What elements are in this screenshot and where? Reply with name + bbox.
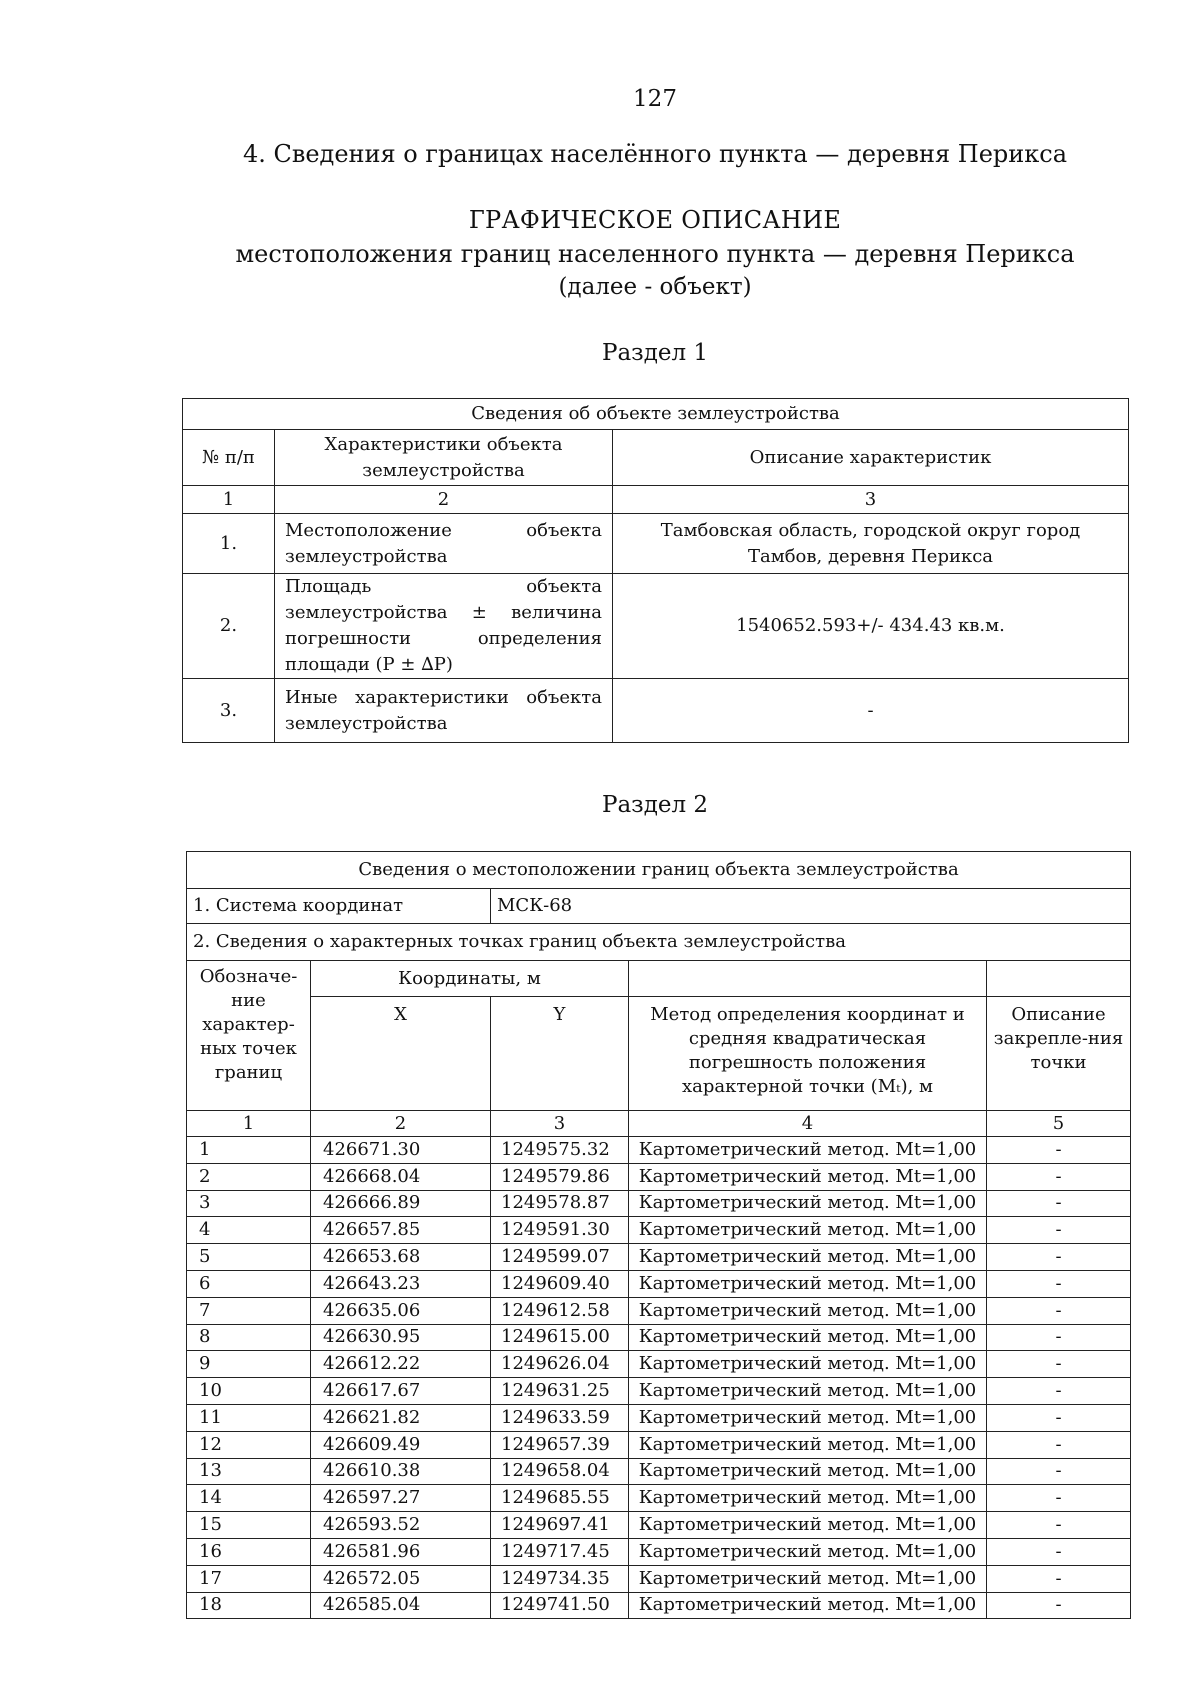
fixing-cell: - (987, 1351, 1131, 1378)
table-caption: Сведения о местоположении границ объекта землеустройства (187, 852, 1131, 889)
coordinate-x: 426609.49 (311, 1431, 491, 1458)
table-row (183, 574, 1129, 679)
coordinate-x: 426621.82 (311, 1404, 491, 1431)
characteristic-line (285, 600, 602, 626)
method-cell: Картометрический метод. Mt=1,00 (629, 1297, 987, 1324)
point-number: 10 (187, 1378, 311, 1405)
characteristic-line (285, 685, 602, 711)
fixing-cell: - (987, 1592, 1131, 1619)
point-number: 3 (187, 1190, 311, 1217)
coordinate-y: 1249717.45 (491, 1538, 629, 1565)
row-number: 2. (183, 574, 275, 679)
fixing-cell: - (987, 1163, 1131, 1190)
coordinate-x: 426671.30 (311, 1137, 491, 1164)
document-subtitle-line1: местоположения границ населенного пункта — деревня Перикса (235, 240, 1075, 268)
method-cell: Картометрический метод. Mt=1,00 (629, 1565, 987, 1592)
coordinate-y: 1249599.07 (491, 1244, 629, 1271)
characteristic-word: ± (471, 602, 487, 623)
characteristic-word: объекта (526, 576, 602, 597)
method-cell: Картометрический метод. Mt=1,00 (629, 1512, 987, 1539)
method-cell: Картометрический метод. Mt=1,00 (629, 1244, 987, 1271)
table-caption: Сведения об объекте землеустройства (183, 399, 1129, 430)
row-number: 3. (183, 679, 275, 743)
fixing-cell: - (987, 1538, 1131, 1565)
coordinate-x: 426630.95 (311, 1324, 491, 1351)
description-line: Тамбовская область, городской округ город (660, 519, 1081, 541)
table-row (187, 1485, 1131, 1512)
point-number: 2 (187, 1163, 311, 1190)
table-row (187, 1538, 1131, 1565)
fixing-cell: - (987, 1324, 1131, 1351)
points-label: 2. Сведения о характерных точках границ объекта землеустройства (187, 924, 1131, 961)
table-row (187, 1404, 1131, 1431)
characteristic-word: Площадь (285, 576, 372, 597)
fixing-cell: - (987, 1190, 1131, 1217)
characteristic-line (285, 626, 602, 652)
fixing-cell: - (987, 1485, 1131, 1512)
fixing-cell: - (987, 1458, 1131, 1485)
method-cell: Картометрический метод. Mt=1,00 (629, 1137, 987, 1164)
coordinate-y: 1249685.55 (491, 1485, 629, 1512)
characteristic-word: землеустройства (285, 545, 448, 567)
document-heading: 4. Сведения о границах населённого пункта — деревня Перикса (242, 140, 1068, 168)
point-number: 1 (187, 1137, 311, 1164)
coordinate-x: 426635.06 (311, 1297, 491, 1324)
point-number: 7 (187, 1297, 311, 1324)
column-number: 2 (275, 486, 613, 514)
point-number: 11 (187, 1404, 311, 1431)
fixing-cell: - (987, 1565, 1131, 1592)
characteristic-word: землеустройства (285, 712, 448, 734)
characteristic-line (285, 518, 602, 544)
column-number: 1 (187, 1111, 311, 1137)
column-number: 2 (311, 1111, 491, 1137)
point-number: 12 (187, 1431, 311, 1458)
coordinate-y: 1249578.87 (491, 1190, 629, 1217)
column-number: 4 (629, 1111, 987, 1137)
coordinate-x: 426610.38 (311, 1458, 491, 1485)
header-designation: Обозначе- ние характер- ных точек границ (187, 961, 311, 1111)
table-row (187, 1297, 1131, 1324)
table-row (187, 1163, 1131, 1190)
fixing-cell: - (987, 1217, 1131, 1244)
coord-system-label: 1. Система координат (187, 889, 491, 924)
characteristic-line (285, 652, 602, 678)
fixing-cell: - (987, 1297, 1131, 1324)
section2-title: Раздел 2 (601, 792, 709, 818)
coordinate-y: 1249734.35 (491, 1565, 629, 1592)
characteristic-word: Местоположение (285, 519, 452, 541)
column-number: 5 (987, 1111, 1131, 1137)
description-line: Тамбов, деревня Перикса (747, 545, 994, 567)
method-cell: Картометрический метод. Mt=1,00 (629, 1404, 987, 1431)
method-cell: Картометрический метод. Mt=1,00 (629, 1351, 987, 1378)
method-cell: Картометрический метод. Mt=1,00 (629, 1592, 987, 1619)
coordinate-x: 426572.05 (311, 1565, 491, 1592)
method-cell: Картометрический метод. Mt=1,00 (629, 1538, 987, 1565)
header-method: Метод определения координат и средняя квадратическая погрешность положения характерной точки (Мₜ), м (629, 997, 987, 1111)
column-number: 1 (183, 486, 275, 514)
fixing-cell: - (987, 1137, 1131, 1164)
fixing-cell: - (987, 1404, 1131, 1431)
method-cell: Картометрический метод. Mt=1,00 (629, 1217, 987, 1244)
table-row (187, 1137, 1131, 1164)
coordinate-y: 1249658.04 (491, 1458, 629, 1485)
coordinate-x: 426585.04 (311, 1592, 491, 1619)
method-cell: Картометрический метод. Mt=1,00 (629, 1378, 987, 1405)
characteristic-word: определения (477, 628, 602, 649)
point-number: 16 (187, 1538, 311, 1565)
column-number: 3 (613, 486, 1129, 514)
header-coordinates: Координаты, м (311, 961, 629, 997)
coordinate-x: 426597.27 (311, 1485, 491, 1512)
coordinate-y: 1249626.04 (491, 1351, 629, 1378)
header-fixing: Описание закрепле-ния точки (987, 997, 1131, 1111)
table-row (187, 1270, 1131, 1297)
table-row (187, 1351, 1131, 1378)
point-number: 6 (187, 1270, 311, 1297)
boundary-points-table (186, 851, 1131, 1619)
section1-title: Раздел 1 (601, 340, 709, 366)
coordinate-x: 426612.22 (311, 1351, 491, 1378)
characteristic-word: объекта (526, 686, 602, 708)
object-info-table (182, 398, 1129, 743)
coordinate-x: 426657.85 (311, 1217, 491, 1244)
coordinate-x: 426653.68 (311, 1244, 491, 1271)
coordinate-x: 426666.89 (311, 1190, 491, 1217)
coordinate-x: 426593.52 (311, 1512, 491, 1539)
coordinate-x: 426617.67 (311, 1378, 491, 1405)
coordinate-y: 1249575.32 (491, 1137, 629, 1164)
characteristic-line (285, 711, 602, 737)
characteristic-cell (275, 679, 613, 743)
document-subtitle-line2: (далее - объект) (558, 274, 752, 300)
coordinate-y: 1249609.40 (491, 1270, 629, 1297)
description-cell (613, 679, 1129, 743)
table-row (187, 1378, 1131, 1405)
coordinate-y: 1249697.41 (491, 1512, 629, 1539)
fixing-cell: - (987, 1244, 1131, 1271)
coord-system-value: МСК-68 (491, 889, 1131, 924)
table-row (187, 1324, 1131, 1351)
characteristic-word: площади (Р ± ∆Р) (285, 654, 453, 675)
method-cell: Картометрический метод. Mt=1,00 (629, 1270, 987, 1297)
table-row (187, 1431, 1131, 1458)
header-y: Y (491, 997, 629, 1111)
table-row (187, 1458, 1131, 1485)
coordinate-y: 1249615.00 (491, 1324, 629, 1351)
point-number: 8 (187, 1324, 311, 1351)
coordinate-y: 1249657.39 (491, 1431, 629, 1458)
document-title: ГРАФИЧЕСКОЕ ОПИСАНИЕ (468, 206, 842, 234)
method-cell: Картометрический метод. Mt=1,00 (629, 1324, 987, 1351)
method-cell: Картометрический метод. Mt=1,00 (629, 1163, 987, 1190)
method-cell: Картометрический метод. Mt=1,00 (629, 1431, 987, 1458)
point-number: 5 (187, 1244, 311, 1271)
characteristic-word: величина (511, 602, 602, 623)
table-row (183, 514, 1129, 574)
method-cell: Картометрический метод. Mt=1,00 (629, 1190, 987, 1217)
point-number: 18 (187, 1592, 311, 1619)
description-line: - (867, 699, 874, 721)
table-row (187, 1565, 1131, 1592)
coordinate-y: 1249579.86 (491, 1163, 629, 1190)
coordinate-y: 1249591.30 (491, 1217, 629, 1244)
method-cell: Картометрический метод. Mt=1,00 (629, 1485, 987, 1512)
point-number: 13 (187, 1458, 311, 1485)
header-empty-cell (629, 961, 987, 997)
table-row (187, 1190, 1131, 1217)
characteristic-word: погрешности (285, 628, 412, 649)
header-num: № п/п (183, 430, 275, 486)
table-row (187, 1217, 1131, 1244)
characteristic-cell (275, 514, 613, 574)
header-empty-cell (987, 961, 1131, 997)
fixing-cell: - (987, 1270, 1131, 1297)
coordinate-x: 426643.23 (311, 1270, 491, 1297)
row-number: 1. (183, 514, 275, 574)
point-number: 17 (187, 1565, 311, 1592)
fixing-cell: - (987, 1431, 1131, 1458)
characteristic-line (285, 574, 602, 600)
characteristic-word: объекта (526, 519, 602, 541)
table-row (187, 1592, 1131, 1619)
header-characteristics: Характеристики объекта землеустройства (275, 430, 613, 486)
coordinate-y: 1249633.59 (491, 1404, 629, 1431)
point-number: 9 (187, 1351, 311, 1378)
method-cell: Картометрический метод. Mt=1,00 (629, 1458, 987, 1485)
table-row (187, 1244, 1131, 1271)
description-cell (613, 514, 1129, 574)
page-number: 127 (633, 86, 677, 112)
coordinate-y: 1249612.58 (491, 1297, 629, 1324)
point-number: 4 (187, 1217, 311, 1244)
header-description: Описание характеристик (613, 430, 1129, 486)
characteristic-word: характеристики (355, 686, 509, 708)
header-x: X (311, 997, 491, 1111)
characteristic-word: Иные (285, 686, 338, 708)
point-number: 15 (187, 1512, 311, 1539)
coordinate-x: 426581.96 (311, 1538, 491, 1565)
description-cell (613, 574, 1129, 679)
characteristic-line (285, 544, 602, 570)
table-row (183, 679, 1129, 743)
fixing-cell: - (987, 1512, 1131, 1539)
table-row (187, 1512, 1131, 1539)
coordinate-y: 1249741.50 (491, 1592, 629, 1619)
coordinate-y: 1249631.25 (491, 1378, 629, 1405)
column-number: 3 (491, 1111, 629, 1137)
characteristic-cell (275, 574, 613, 679)
point-number: 14 (187, 1485, 311, 1512)
characteristic-word: землеустройства (285, 602, 448, 623)
fixing-cell: - (987, 1378, 1131, 1405)
description-line: 1540652.593+/- 434.43 кв.м. (736, 615, 1005, 636)
coordinate-x: 426668.04 (311, 1163, 491, 1190)
